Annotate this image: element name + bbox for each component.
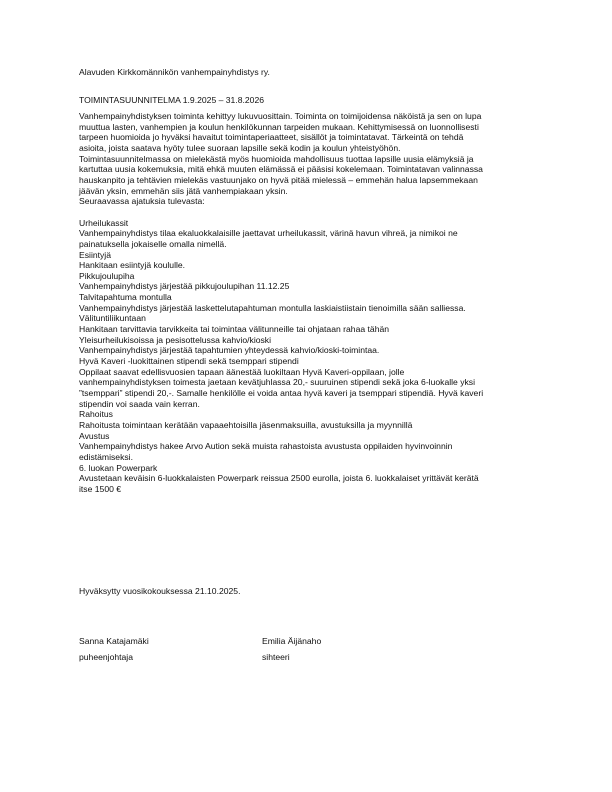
section-line: Vanhempainyhdistys järjestää laskettelutapahtuman montulla laskiaistiistain tienoimilla sään salliessa.: [79, 302, 466, 313]
section-powerpark: [79, 463, 559, 495]
intro-line: Seuraavassa ajatuksia tulevasta:: [79, 196, 205, 207]
signer-role: sihteeri: [262, 652, 290, 662]
section-line: painatuksella jokaiselle omalla nimellä.: [79, 238, 227, 249]
signer-name: Emilia Äijänaho: [262, 636, 322, 646]
section-line: Hankitaan tarvittavia tarvikkeita tai toimintaa välitunneille tai ohjataan rahaa tähän: [79, 324, 390, 335]
section-line: Vanhempainyhdistys järjestää pikkujoulupihan 11.12.25: [79, 281, 290, 292]
intro-paragraph: [79, 111, 559, 207]
section-urheilukassit: [79, 218, 559, 250]
section-line: Vanhempainyhdistys tilaa ekaluokkalaisille jaettavat urheilukassit, värinä havun vihreä, ja nimikoi ne: [79, 228, 458, 239]
section-heading: Pikkujoulupiha: [79, 270, 135, 281]
intro-line: hauskanpito ja tehtävien mielekäs vastuunjako on hyvä pitää mielessä – emmehän halua lapsemmekaan: [79, 174, 478, 185]
section-avustus: [79, 431, 559, 463]
section-heading: Avustus: [79, 430, 110, 441]
signer-name: Sanna Katajamäki: [79, 636, 149, 646]
section-line: Avustetaan keväisin 6-luokkalaisten Powerpark reissua 2500 eurolla, joista 6. luokkalaiset yrittävät kerätä: [79, 473, 479, 484]
section-line: edistämiseksi.: [79, 451, 133, 462]
section-kahvio-kioski: [79, 335, 559, 356]
section-line: ”tsemppari” stipendi 20,-. Samalle henkilölle ei voida antaa hyvä kaveri ja tsemppari stipendiä. Hyvä kaveri: [79, 388, 484, 399]
organization-name: Alavuden Kirkkomännikön vanhempainyhdistys ry.: [79, 67, 270, 77]
intro-line: tarpeen huomioida jo hyväksi havaitut toimintaperiaatteet, sisällöt ja toimintatavat. Tärkeintä on tehdä: [79, 132, 464, 143]
signature-chairperson: [79, 633, 149, 665]
section-pikkujoulupiha: [79, 271, 559, 292]
section-heading: Esiintyjä: [79, 249, 111, 260]
section-line: Oppilaat saavat edellisvuosien tapaan äänestää luokiltaan Hyvä Kaveri-oppilaan, jolle: [79, 366, 405, 377]
approval-note: Hyväksytty vuosikokouksessa 21.10.2025.: [79, 586, 241, 596]
section-line: Vanhempainyhdistys järjestää tapahtumien yhteydessä kahvio/kioski-toimintaa.: [79, 345, 380, 356]
section-line: Hankitaan esiintyjä koululle.: [79, 260, 186, 271]
intro-line: Toimintasuunnitelmassa on mielekästä myös huomioida mahdollisuus tuottaa lapsille uusia elämyksiä ja: [79, 153, 474, 164]
section-esiintyja: [79, 250, 559, 271]
section-talvitapahtuma: [79, 292, 559, 313]
intro-line: asioita, joista saatava hyöty tulee suoraan lapsille sekä kodin ja koulun yhteistyöhön.: [79, 142, 401, 153]
intro-line: jäävän yksin, emmehän siis jätä vanhempiakaan yksin.: [79, 185, 288, 196]
section-heading: Yleisurheilukisoissa ja pesisottelussa kahvio/kioski: [79, 334, 272, 345]
section-line: Vanhempainyhdistys hakee Arvo Aution sekä muista rahastoista avustusta oppilaiden hyvinvoinnin: [79, 441, 453, 452]
section-heading: Urheilukassit: [79, 217, 129, 228]
signer-role: puheenjohtaja: [79, 652, 134, 662]
section-heading: Välituntiliikuntaan: [79, 313, 146, 324]
document-title: TOIMINTASUUNNITELMA 1.9.2025 – 31.8.2026: [79, 95, 265, 105]
section-heading: Hyvä Kaveri -luokittainen stipendi sekä tsemppari stipendi: [79, 356, 299, 367]
signature-secretary: [262, 633, 321, 665]
section-rahoitus: [79, 409, 559, 430]
intro-line: Vanhempainyhdistyksen toiminta kehittyy lukuvuosittain. Toiminta on toimijoidensa näköistä ja sen on lupa: [79, 111, 482, 121]
section-heading: Rahoitus: [79, 409, 113, 420]
section-line: itse 1500 €: [79, 483, 122, 494]
section-heading: 6. luokan Powerpark: [79, 462, 158, 473]
section-stipendit: [79, 356, 559, 409]
spacer: [79, 207, 559, 218]
section-line: Rahoitusta toimintaan kerätään vapaaehtoisilla jäsenmaksuilla, avustuksilla ja myynnillä: [79, 420, 413, 431]
intro-line: kartuttaa uusia kokemuksia, mitä ehkä muuten elämässä ei pääsisi kokelemaan. Toimintatavan valinnassa: [79, 164, 483, 175]
section-valituntiliikunta: [79, 313, 559, 334]
intro-line: muuttua lasten, vanhempien ja koulun henkilökunnan tarpeiden mukaan. Kehittymisessä on luonnollisesti: [79, 121, 479, 132]
document-body: [79, 111, 559, 495]
section-heading: Talvitapahtuma montulla: [79, 292, 172, 303]
section-line: stipendin voi saada vain kerran.: [79, 398, 200, 409]
section-line: vanhempainyhdistyksen toimesta jaetaan kevätjuhlassa 20,- suuruinen stipendi sekä joka 6-luokalle yksi: [79, 377, 476, 388]
